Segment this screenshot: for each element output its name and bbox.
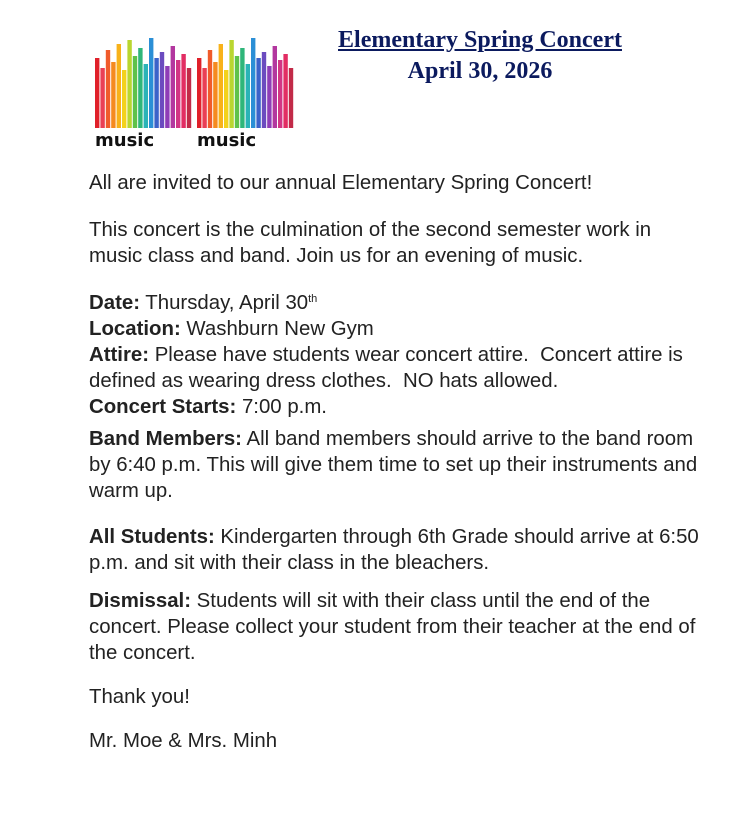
logo-bar: [213, 62, 217, 128]
details-block: [89, 290, 709, 420]
logo-bars-right: [197, 38, 293, 128]
logo-bar: [181, 54, 185, 128]
logo-bar: [144, 64, 148, 128]
letter-body: [89, 170, 709, 754]
logo-bar: [95, 58, 99, 128]
logo-word-left: music: [95, 130, 155, 150]
logo-bar: [117, 44, 121, 128]
logo-bar: [202, 68, 206, 128]
logo-bar: [256, 58, 260, 128]
students-text: Kindergarten through 6th Grade should arrive at 6:50 p.m. and sit with their class in the bleachers.: [89, 526, 699, 574]
logo-bar: [289, 68, 293, 128]
logo-bar: [187, 68, 191, 128]
logo-bar: [176, 60, 180, 128]
header: [300, 26, 660, 86]
logo-bar: [235, 56, 239, 128]
logo-bar: [251, 38, 255, 128]
logo-bar: [229, 40, 233, 128]
logo-bar: [224, 70, 228, 128]
date-label: Date:: [89, 292, 140, 314]
dismissal-paragraph: [89, 588, 709, 666]
band-paragraph: [89, 426, 709, 504]
signature-text: Mr. Moe & Mrs. Minh: [89, 730, 278, 752]
logo-bar: [149, 38, 153, 128]
logo-bar: [246, 64, 250, 128]
logo-bar: [262, 52, 266, 128]
location-line: [89, 316, 709, 342]
date-line: [89, 290, 709, 316]
logo-bar: [111, 62, 115, 128]
logo-bar: [208, 50, 212, 128]
logo-bar: [283, 54, 287, 128]
intro-text: All are invited to our annual Elementary Spring Concert!: [89, 172, 593, 194]
logo-bar: [127, 40, 131, 128]
students-label: All Students:: [89, 526, 215, 548]
students-paragraph: [89, 524, 709, 576]
logo-bar: [160, 52, 164, 128]
thanks-text: Thank you!: [89, 686, 190, 708]
logo-bar: [133, 56, 137, 128]
logo-bar: [240, 48, 244, 128]
logo-bars-left: [95, 38, 191, 128]
attire-value: Please have students wear concert attire. Concert attire is defined as wearing dress clothes. NO hats allowed.: [89, 344, 689, 392]
music-logo: [93, 38, 297, 150]
logo-bar: [154, 58, 158, 128]
logo-bar: [165, 66, 169, 128]
dismissal-label: Dismissal:: [89, 590, 192, 612]
logo-bar: [171, 46, 175, 128]
logo-bar: [278, 60, 282, 128]
start-label: Concert Starts:: [89, 396, 237, 418]
dismissal-text: Students will sit with their class until the end of the concert. Please collect your student from their teacher at the end of the concert.: [89, 590, 696, 664]
logo-bar: [122, 70, 126, 128]
date-value: Thursday, April 30: [140, 292, 309, 314]
attire-line: [89, 342, 709, 394]
logo-bar: [267, 66, 271, 128]
logo-bar: [106, 50, 110, 128]
logo-bar: [100, 68, 104, 128]
attire-label: Attire:: [89, 344, 150, 366]
date-suffix: th: [308, 293, 318, 305]
logo-bar: [197, 58, 201, 128]
start-value: 7:00 p.m.: [236, 396, 327, 418]
band-text: All band members should arrive to the band room by 6:40 p.m. This will give them time to set up their instruments and warm up.: [89, 428, 698, 502]
description-text: This concert is the culmination of the second semester work in music class and band. Join us for an evening of music.: [89, 219, 652, 267]
logo-bar: [219, 44, 223, 128]
concert-date: April 30, 2026: [407, 58, 553, 84]
logo-word-right: music: [197, 130, 257, 150]
band-label: Band Members:: [89, 428, 242, 450]
logo-bar: [138, 48, 142, 128]
start-line: [89, 394, 709, 420]
location-label: Location:: [89, 318, 181, 340]
concert-title: Elementary Spring Concert: [338, 27, 622, 53]
location-value: Washburn New Gym: [180, 318, 374, 340]
logo-bar: [273, 46, 277, 128]
